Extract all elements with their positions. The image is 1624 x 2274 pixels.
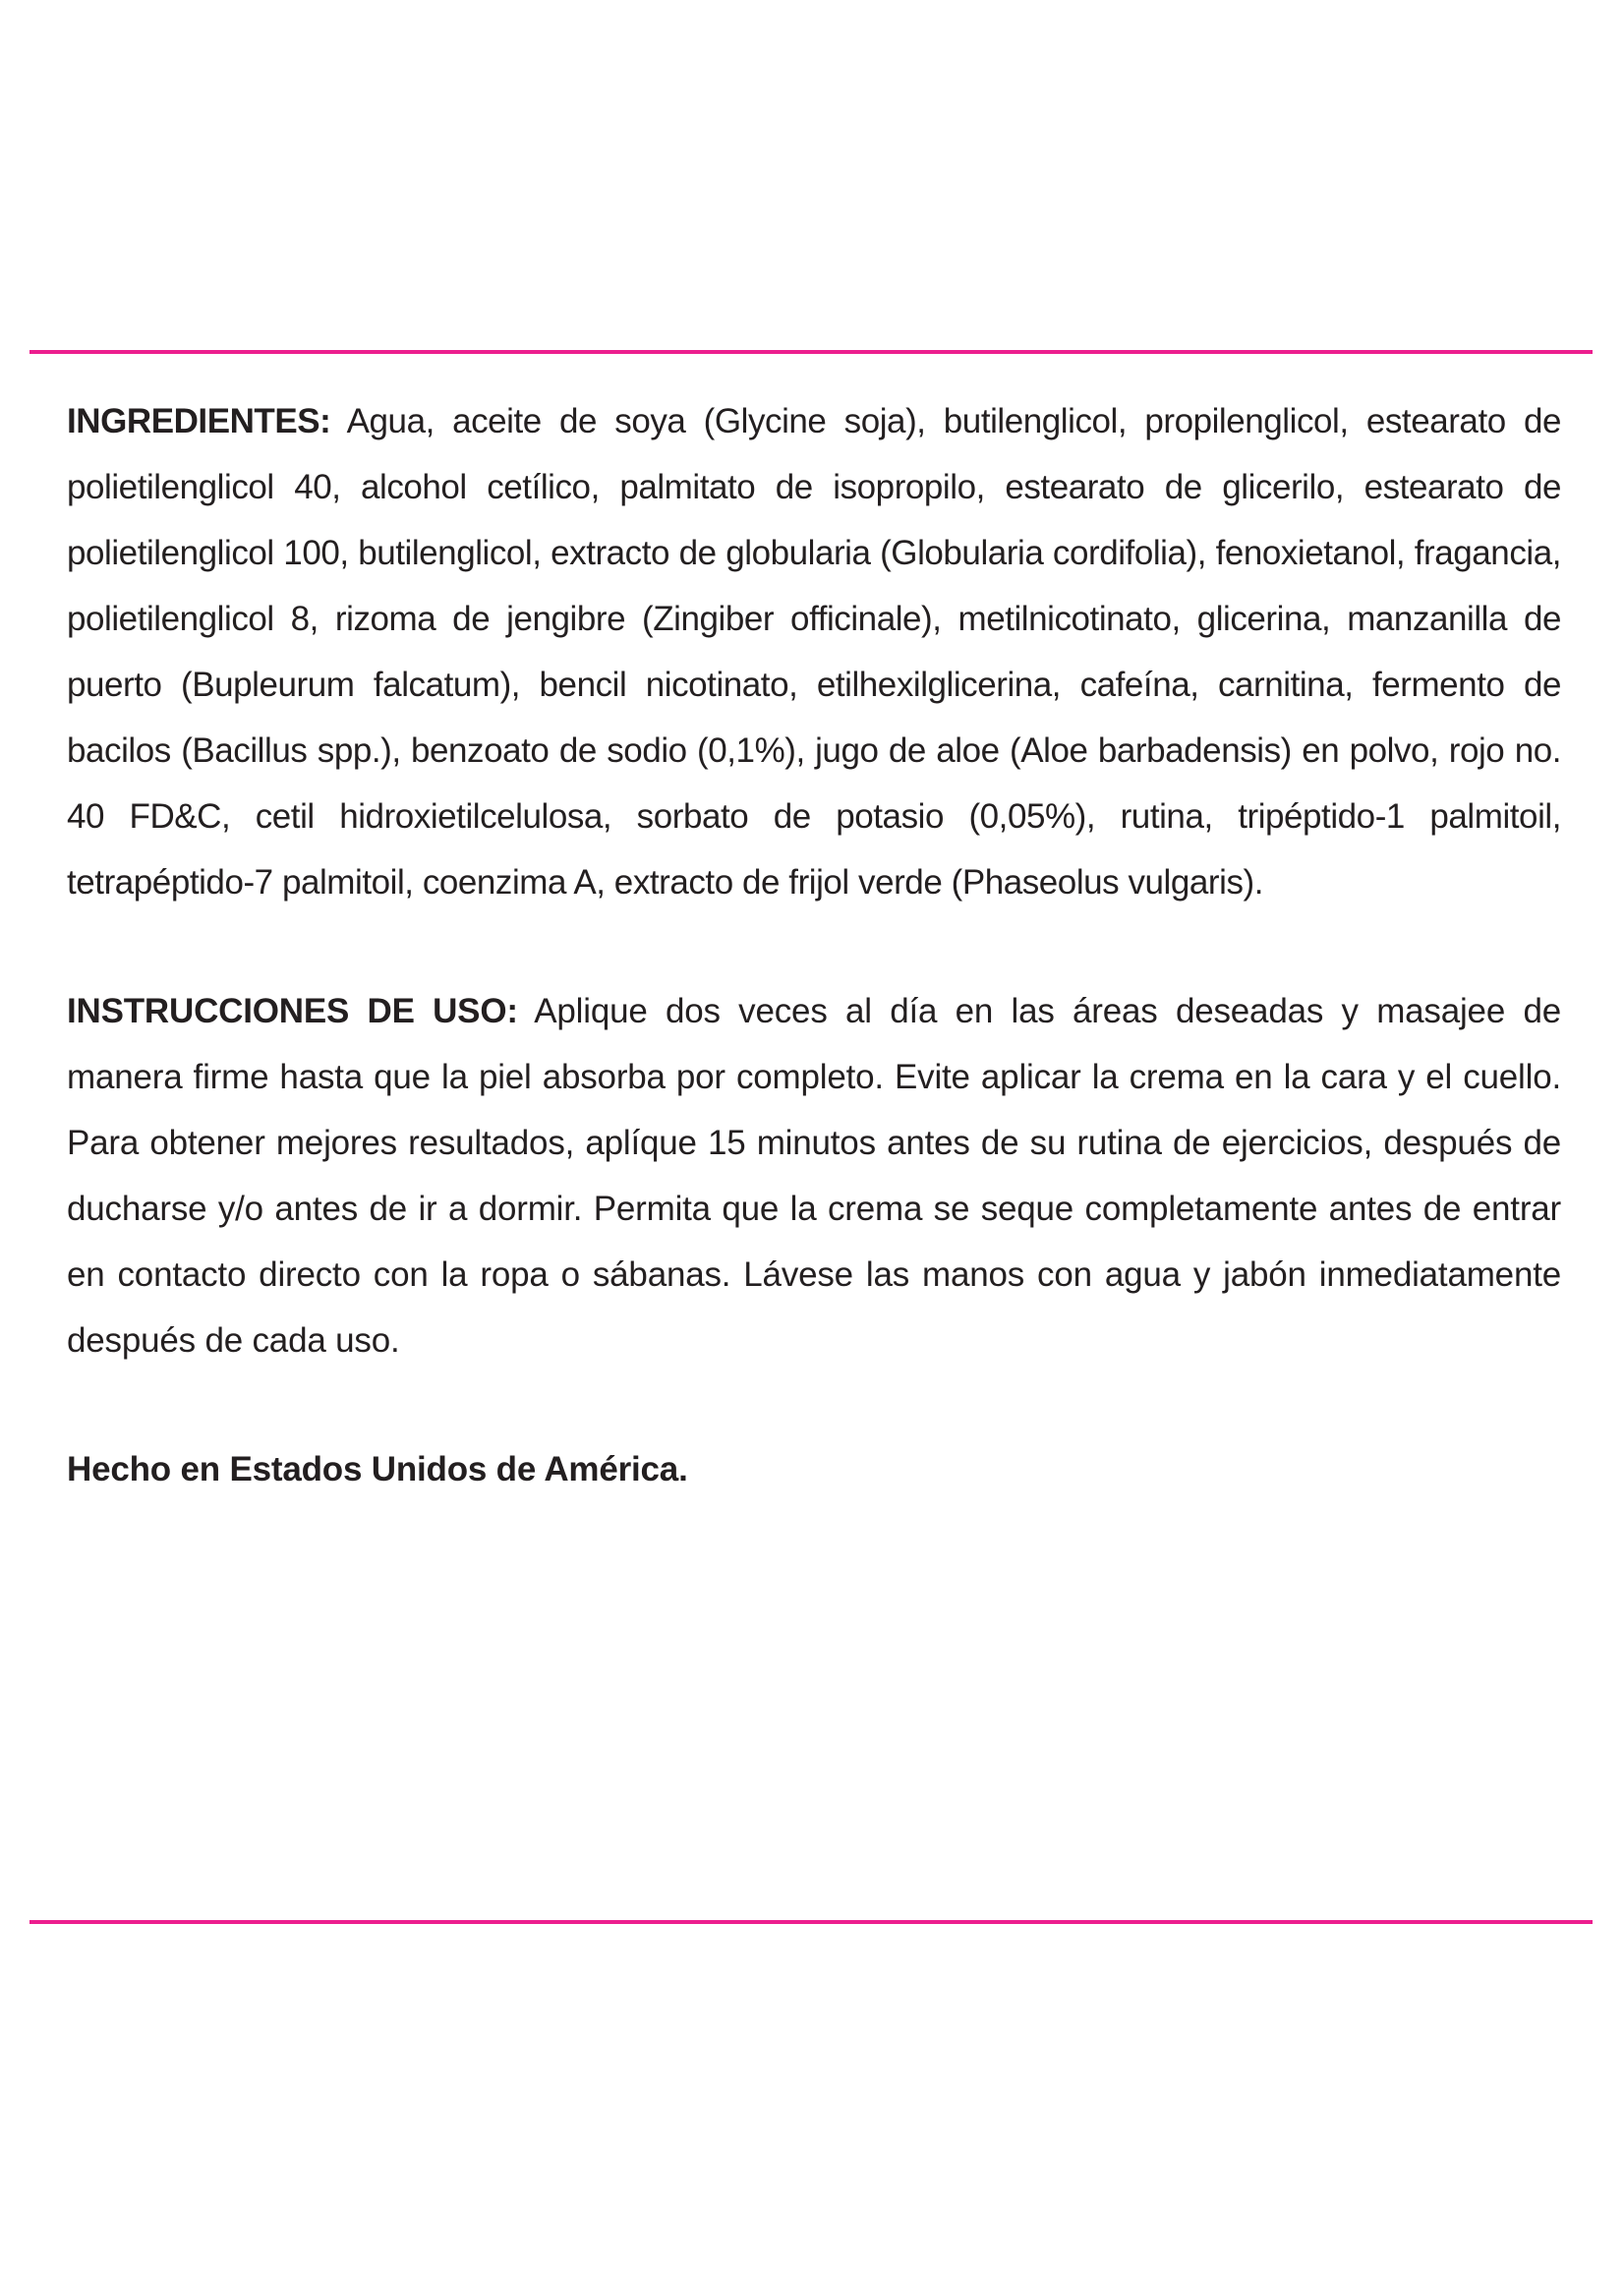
instructions-label: INSTRUCCIONES DE USO:	[67, 992, 518, 1030]
ingredients-label: INGREDIENTES:	[67, 402, 331, 440]
instructions-paragraph	[67, 978, 1561, 1373]
bottom-divider	[29, 1920, 1593, 1924]
origin-statement: Hecho en Estados Unidos de América.	[67, 1450, 688, 1488]
ingredients-paragraph	[67, 388, 1561, 915]
label-content	[67, 388, 1561, 1502]
top-divider	[29, 350, 1593, 354]
instructions-text: Aplique dos veces al día en las áreas deseadas y masajee de manera firme hasta que la piel absorba por completo. Evite aplicar la crema en la cara y el cuello. Para obtener mejores resultados, aplíque 15 minutos antes de su rutina de ejercicios, después de ducharse y/o antes de ir a dormir. Permita que la crema se seque completamente antes de entrar en contacto directo con la ropa o sábanas. Lávese las manos con agua y jabón inmediatamente después de cada uso.	[67, 992, 1561, 1360]
ingredients-text: Agua, aceite de soya (Glycine soja), butilenglicol, propilenglicol, estearato de polietilenglicol 40, alcohol cetílico, palmitato de isopropilo, estearato de glicerilo, estearato de polietilenglicol 100, butilenglicol, extracto de globularia (Globularia cordifolia), fenoxietanol, fragancia, polietilenglicol 8, rizoma de jengibre (Zingiber officinale), metilnicotinato, glicerina, manzanilla de puerto (Bupleurum falcatum), bencil nicotinato, etilhexilglicerina, cafeína, carnitina, fermento de bacilos (Bacillus spp.), benzoato de sodio (0,1%), jugo de aloe (Aloe barbadensis) en polvo, rojo no. 40 FD&C, cetil hidroxietilcelulosa, sorbato de potasio (0,05%), rutina, tripéptido-1 palmitoil, tetrapéptido-7 palmitoil, coenzima A, extracto de frijol verde (Phaseolus vulgaris).	[67, 402, 1561, 902]
